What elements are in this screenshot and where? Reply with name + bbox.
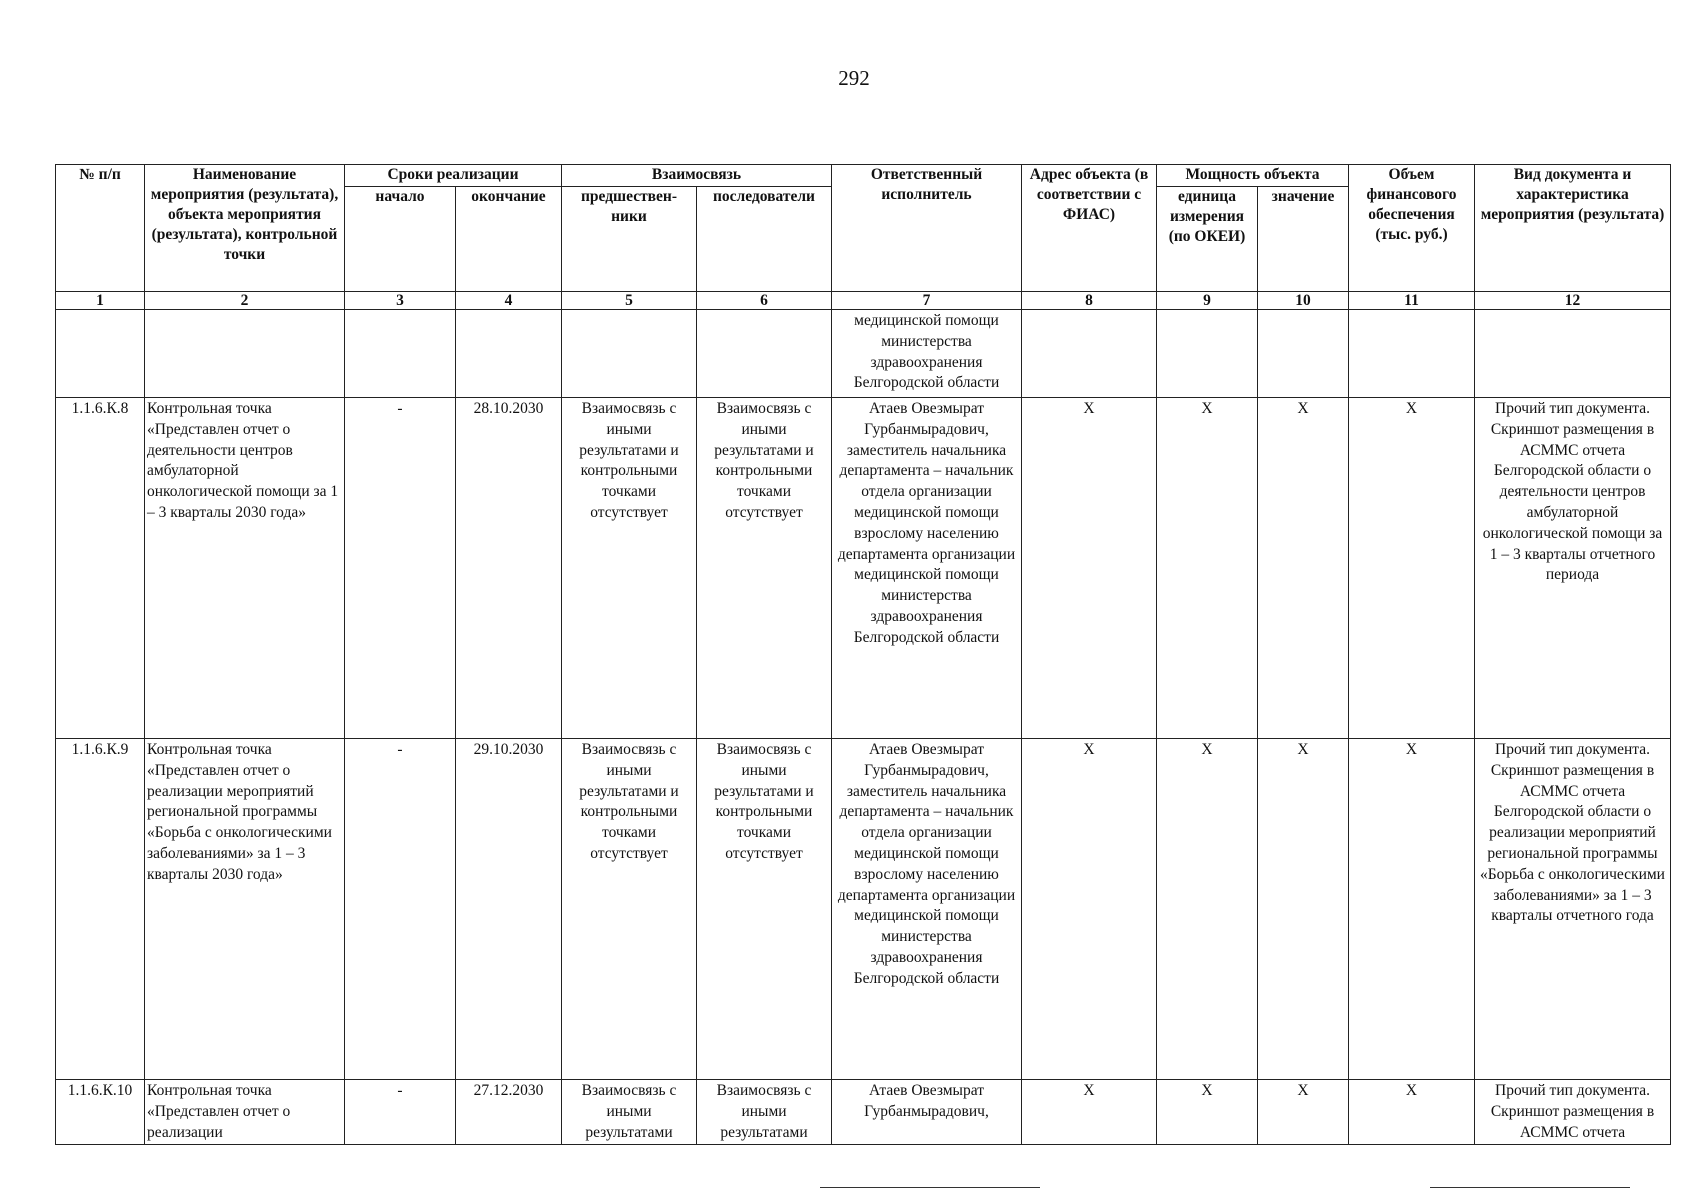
table-row xyxy=(56,739,1671,1080)
row-number: 1.1.6.К.8 xyxy=(56,398,145,739)
end-date: 29.10.2030 xyxy=(456,739,562,1080)
column-number: 7 xyxy=(832,292,1022,310)
end-date: 28.10.2030 xyxy=(456,398,562,739)
start-date: - xyxy=(345,1080,456,1145)
doc-type-cell: Прочий тип документа. Скриншот размещения в АСММС отчета Белгородской области о деятельности центров амбулаторной онкологической помощи за 1 – 3 кварталы отчетного периода xyxy=(1475,398,1671,739)
value-cell: X xyxy=(1258,398,1349,739)
start-date: - xyxy=(345,398,456,739)
predecessors-cell: Взаимосвязь с иными результатами и контрольными точками отсутствует xyxy=(562,398,697,739)
event-name: Контрольная точка «Представлен отчет о реализации xyxy=(145,1080,345,1145)
column-number: 12 xyxy=(1475,292,1671,310)
doc-type-cell: Прочий тип документа. Скриншот размещения в АСММС отчета xyxy=(1475,1080,1671,1145)
responsible-cell: Атаев Овезмырат Гурбанмырадович, заместитель начальника департамента – начальник отдела организации медицинской помощи взрослому населению департамента организации медицинской помощи министерства здравоохранения Белгородской области xyxy=(832,739,1022,1080)
doc-type-cell: Прочий тип документа. Скриншот размещения в АСММС отчета Белгородской области о реализации мероприятий региональной программы «Борьба с онкологическими заболеваниями» за 1 – 3 кварталы отчетного года xyxy=(1475,739,1671,1080)
responsible-cell: Атаев Овезмырат Гурбанмырадович, заместитель начальника департамента – начальник отдела организации медицинской помощи взрослому населению департамента организации медицинской помощи министерства здравоохранения Белгородской области xyxy=(832,398,1022,739)
footer-rule xyxy=(820,1187,1040,1188)
finance-cell: X xyxy=(1349,398,1475,739)
start-date: - xyxy=(345,739,456,1080)
predecessors-cell: Взаимосвязь с иными результатами xyxy=(562,1080,697,1145)
column-number: 8 xyxy=(1022,292,1157,310)
table-row xyxy=(56,1080,1671,1145)
column-numbers-row xyxy=(56,292,1671,310)
column-number: 3 xyxy=(345,292,456,310)
column-number: 11 xyxy=(1349,292,1475,310)
header-successors: последователи xyxy=(697,187,832,292)
continuation-row xyxy=(56,310,1671,398)
successors-cell: Взаимосвязь с иными результатами и контрольными точками отсутствует xyxy=(697,739,832,1080)
header-responsible: Ответственный исполнитель xyxy=(832,165,1022,292)
header-doc-type: Вид документа и характеристика мероприятия (результата) xyxy=(1475,165,1671,292)
column-number: 5 xyxy=(562,292,697,310)
finance-cell: X xyxy=(1349,739,1475,1080)
successors-cell: Взаимосвязь с иными результатами и контрольными точками отсутствует xyxy=(697,398,832,739)
row-number: 1.1.6.К.10 xyxy=(56,1080,145,1145)
header-terms: Сроки реализации xyxy=(345,165,562,187)
header-capacity: Мощность объекта xyxy=(1157,165,1349,187)
column-number: 6 xyxy=(697,292,832,310)
column-number: 9 xyxy=(1157,292,1258,310)
address-cell: X xyxy=(1022,398,1157,739)
header-value: значение xyxy=(1258,187,1349,292)
column-number: 4 xyxy=(456,292,562,310)
responsible-cell: Атаев Овезмырат Гурбанмырадович, xyxy=(832,1080,1022,1145)
row-number: 1.1.6.К.9 xyxy=(56,739,145,1080)
finance-cell: X xyxy=(1349,1080,1475,1145)
predecessors-cell: Взаимосвязь с иными результатами и контрольными точками отсутствует xyxy=(562,739,697,1080)
footer-rule xyxy=(1430,1187,1630,1188)
header-finance: Объем финансового обеспечения (тыс. руб.) xyxy=(1349,165,1475,292)
address-cell: X xyxy=(1022,739,1157,1080)
successors-cell: Взаимосвязь с иными результатами xyxy=(697,1080,832,1145)
header-unit: единица измерения (по ОКЕИ) xyxy=(1157,187,1258,292)
header-num: № п/п xyxy=(56,165,145,292)
header-address: Адрес объекта (в соответствии с ФИАС) xyxy=(1022,165,1157,292)
column-number: 10 xyxy=(1258,292,1349,310)
header-name: Наименование мероприятия (результата), объекта мероприятия (результата), контрольной точки xyxy=(145,165,345,292)
header-row-1 xyxy=(56,165,1671,187)
column-number: 1 xyxy=(56,292,145,310)
value-cell: X xyxy=(1258,1080,1349,1145)
page-number: 292 xyxy=(838,66,870,90)
unit-cell: X xyxy=(1157,739,1258,1080)
unit-cell: X xyxy=(1157,1080,1258,1145)
column-number: 2 xyxy=(145,292,345,310)
header-predecessors: предшествен-ники xyxy=(562,187,697,292)
table-row xyxy=(56,398,1671,739)
address-cell: X xyxy=(1022,1080,1157,1145)
responsible-cell: медицинской помощи министерства здравоохранения Белгородской области xyxy=(832,310,1022,398)
event-name: Контрольная точка «Представлен отчет о деятельности центров амбулаторной онкологической помощи за 1 – 3 кварталы 2030 года» xyxy=(145,398,345,739)
event-name: Контрольная точка «Представлен отчет о реализации мероприятий региональной программы «Борьба с онкологическими заболеваниями» за 1 – 3 кварталы 2030 года» xyxy=(145,739,345,1080)
header-start: начало xyxy=(345,187,456,292)
unit-cell: X xyxy=(1157,398,1258,739)
end-date: 27.12.2030 xyxy=(456,1080,562,1145)
value-cell: X xyxy=(1258,739,1349,1080)
events-table xyxy=(55,164,1671,1145)
header-end: окончание xyxy=(456,187,562,292)
header-relation: Взаимосвязь xyxy=(562,165,832,187)
